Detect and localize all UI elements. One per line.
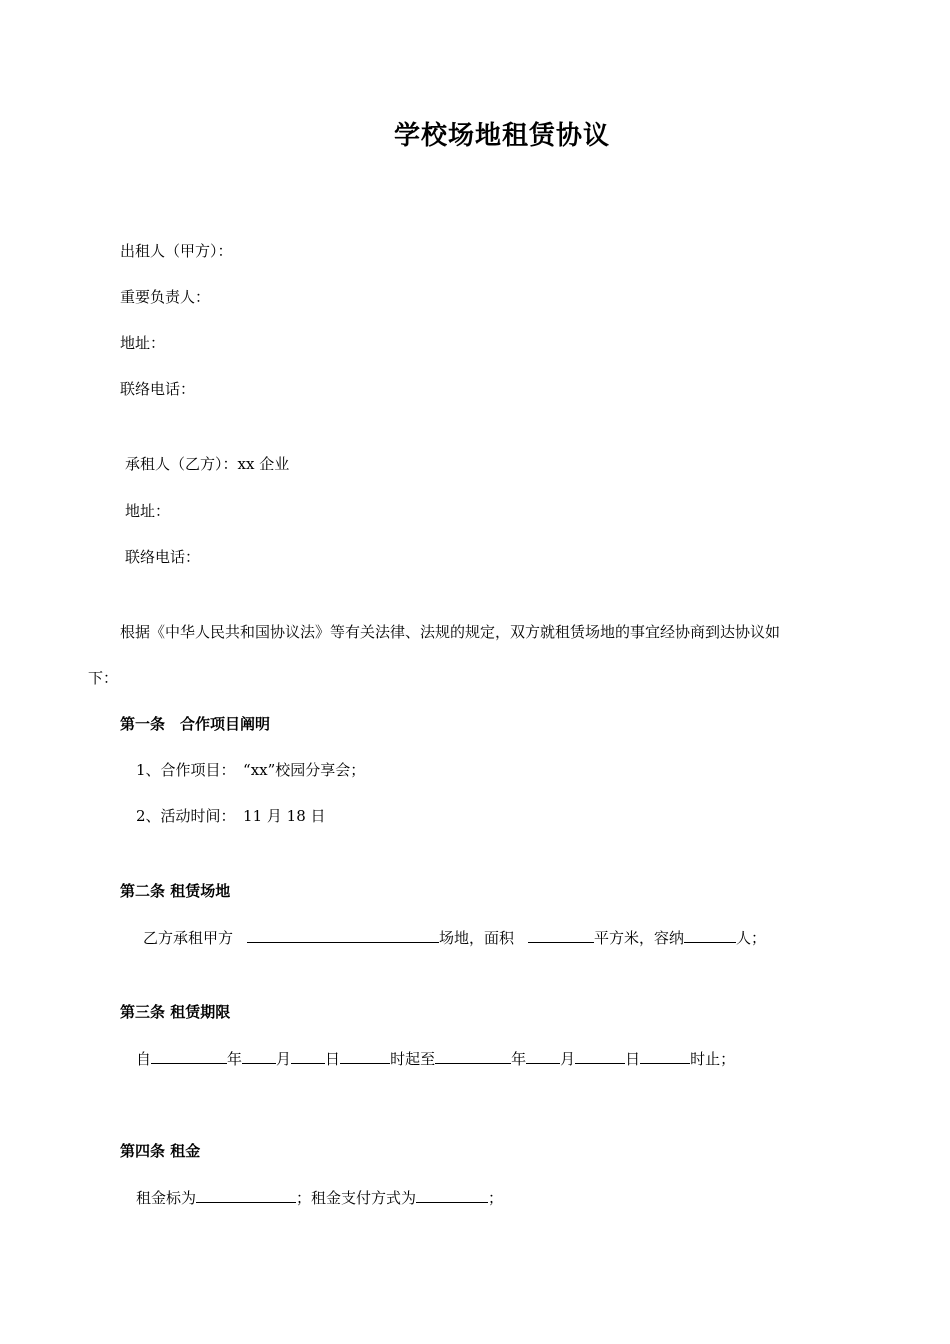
area-blank[interactable]: [528, 927, 594, 943]
start-day-label: 日: [325, 1050, 341, 1068]
preamble-line-1: 根据《中华人民共和国协议法》等有关法律、法规的规定，双方就租赁场地的事宜经协商到达协议如: [120, 623, 781, 641]
end-hour-label: 时止；: [690, 1050, 736, 1068]
party-b-phone-label: 联络电话：: [125, 548, 201, 566]
article-3-body: [136, 1048, 735, 1069]
article-2-seg-2: 场地，面积: [439, 929, 515, 947]
start-month-label: 月: [276, 1050, 292, 1068]
article-2-seg-4: 人；: [736, 929, 767, 947]
article-2-heading: 第二条 租赁场地: [120, 882, 231, 900]
from-label: 自: [136, 1050, 152, 1068]
end-month-blank[interactable]: [526, 1048, 560, 1064]
end-day-label: 日: [625, 1050, 641, 1068]
venue-blank[interactable]: [247, 927, 439, 943]
start-month-blank[interactable]: [242, 1048, 276, 1064]
article-4-seg-2: ；租金支付方式为: [296, 1189, 417, 1207]
start-hour-label: 时起至: [390, 1050, 436, 1068]
end-year-label: 年: [511, 1050, 527, 1068]
document-title: 学校场地租赁协议: [393, 121, 610, 151]
article-1-item-2: 2、活动时间： 11 月 18 日: [136, 807, 326, 825]
capacity-blank[interactable]: [684, 927, 736, 943]
article-4-seg-1: 租金标为: [136, 1189, 197, 1207]
start-day-blank[interactable]: [291, 1048, 325, 1064]
end-day-blank[interactable]: [575, 1048, 625, 1064]
party-b-address-label: 地址：: [125, 502, 171, 520]
start-year-label: 年: [227, 1050, 243, 1068]
article-3-heading: 第三条 租赁期限: [120, 1003, 231, 1021]
end-year-blank[interactable]: [435, 1048, 511, 1064]
lessor-label: 出租人（甲方）：: [120, 242, 233, 260]
end-month-label: 月: [560, 1050, 576, 1068]
rent-amount-blank[interactable]: [196, 1187, 296, 1203]
lessee-label: 承租人（乙方）：xx 企业: [125, 455, 290, 473]
article-1-item-1: 1、合作项目： “xx”校园分享会；: [136, 761, 366, 779]
preamble-line-2: 下：: [88, 669, 119, 687]
article-2-seg-3: 平方米，容纳: [594, 929, 685, 947]
article-4-seg-3: ；: [488, 1189, 504, 1207]
payment-method-blank[interactable]: [416, 1187, 488, 1203]
article-1-heading: 第一条 合作项目阐明: [120, 715, 271, 733]
article-2-seg-1: 乙方承租甲方: [143, 929, 234, 947]
article-4-body: [136, 1187, 503, 1208]
party-a-phone-label: 联络电话：: [120, 380, 196, 398]
party-a-address-label: 地址：: [120, 334, 166, 352]
principal-label: 重要负责人：: [120, 288, 211, 306]
article-2-body: [143, 927, 766, 948]
start-year-blank[interactable]: [151, 1048, 227, 1064]
article-4-heading: 第四条 租金: [120, 1142, 201, 1160]
end-hour-blank[interactable]: [640, 1048, 690, 1064]
start-hour-blank[interactable]: [340, 1048, 390, 1064]
